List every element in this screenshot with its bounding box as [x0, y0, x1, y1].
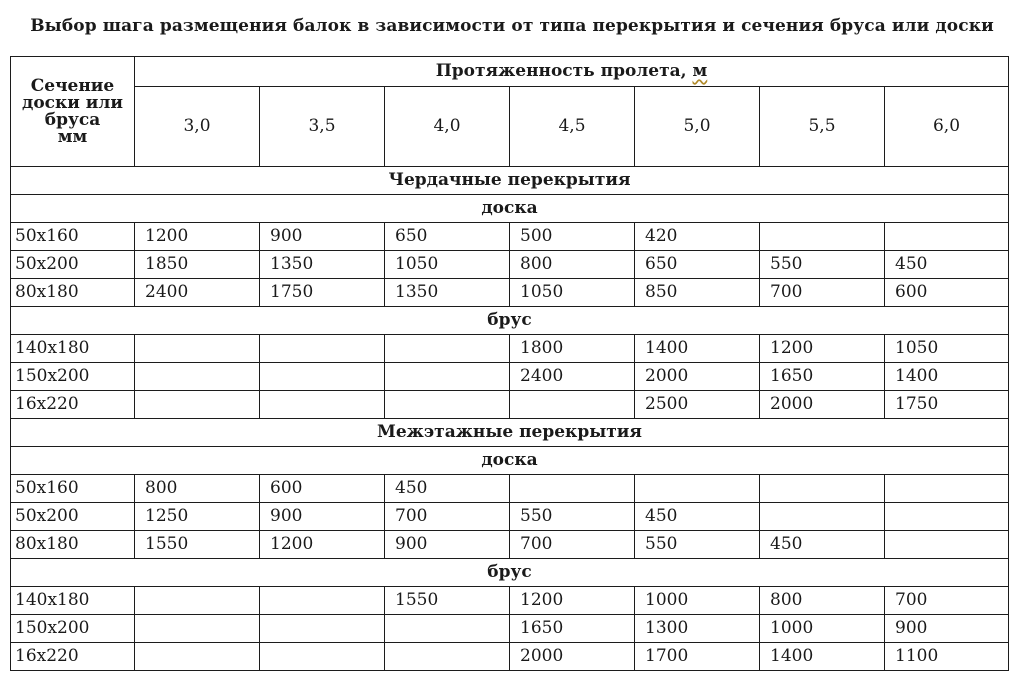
spacing-value-cell	[510, 391, 635, 419]
spacing-value-cell: 1200	[260, 531, 385, 559]
span-unit: м	[692, 61, 708, 81]
spacing-value-cell	[635, 475, 760, 503]
spacing-value-cell	[135, 391, 260, 419]
spacing-value-cell	[385, 615, 510, 643]
spacing-value-cell	[260, 643, 385, 671]
section-size-cell: 50х160	[11, 223, 135, 251]
table-row	[11, 335, 1009, 363]
section-size-cell: 50х160	[11, 475, 135, 503]
spacing-value-cell: 800	[510, 251, 635, 279]
spacing-value-cell: 850	[635, 279, 760, 307]
group-row	[11, 195, 1009, 223]
spacing-value-cell: 900	[885, 615, 1009, 643]
header-line: доски или	[21, 92, 124, 113]
table-row	[11, 615, 1009, 643]
section-title: Чердачные перекрытия	[11, 167, 1009, 195]
spacing-value-cell: 1350	[260, 251, 385, 279]
spacing-value-cell: 1100	[885, 643, 1009, 671]
spacing-value-cell: 900	[385, 531, 510, 559]
spacing-value-cell: 1350	[385, 279, 510, 307]
table-row	[11, 391, 1009, 419]
spacing-value-cell: 600	[885, 279, 1009, 307]
spacing-value-cell: 450	[385, 475, 510, 503]
table-row	[11, 531, 1009, 559]
spacing-value-cell	[260, 615, 385, 643]
section-size-cell: 140х180	[11, 587, 135, 615]
section-size-cell: 16х220	[11, 643, 135, 671]
group-row	[11, 559, 1009, 587]
spacing-value-cell	[385, 643, 510, 671]
span-values-row	[11, 87, 1009, 167]
spacing-value-cell: 1000	[635, 587, 760, 615]
spacing-value-cell: 1300	[635, 615, 760, 643]
spacing-value-cell: 700	[385, 503, 510, 531]
spacing-value-cell	[885, 475, 1009, 503]
spacing-value-cell: 900	[260, 223, 385, 251]
spacing-value-cell: 1750	[260, 279, 385, 307]
spacing-value-cell: 700	[885, 587, 1009, 615]
spacing-value-cell: 1800	[510, 335, 635, 363]
table-row	[11, 223, 1009, 251]
spacing-value-cell: 2400	[510, 363, 635, 391]
spacing-value-cell: 550	[760, 251, 885, 279]
spacing-value-cell: 800	[760, 587, 885, 615]
section-size-cell: 50х200	[11, 251, 135, 279]
section-size-cell: 50х200	[11, 503, 135, 531]
table-row	[11, 587, 1009, 615]
group-title: доска	[11, 447, 1009, 475]
spacing-value-cell: 500	[510, 223, 635, 251]
span-column-header: 3,5	[260, 87, 385, 167]
section-size-cell: 150х200	[11, 363, 135, 391]
spacing-value-cell: 1700	[635, 643, 760, 671]
document-title: Выбор шага размещения балок в зависимости от типа перекрытия и сечения бруса или доски	[30, 16, 994, 36]
header-line: бруса	[44, 109, 101, 130]
span-column-header: 4,5	[510, 87, 635, 167]
section-size-cell: 80х180	[11, 531, 135, 559]
spacing-value-cell: 1000	[760, 615, 885, 643]
spacing-value-cell	[135, 363, 260, 391]
spacing-value-cell	[885, 223, 1009, 251]
spacing-value-cell: 650	[635, 251, 760, 279]
span-label: Протяженность пролета,	[435, 61, 693, 81]
span-column-header: 3,0	[135, 87, 260, 167]
spacing-value-cell: 2000	[510, 643, 635, 671]
spacing-value-cell: 1200	[135, 223, 260, 251]
group-row	[11, 307, 1009, 335]
table-row	[11, 279, 1009, 307]
group-row	[11, 447, 1009, 475]
table-row	[11, 475, 1009, 503]
table-row	[11, 251, 1009, 279]
spacing-value-cell	[260, 391, 385, 419]
section-row	[11, 419, 1009, 447]
spacing-value-cell	[135, 615, 260, 643]
header-line: Сечение	[30, 75, 115, 96]
spacing-value-cell	[885, 503, 1009, 531]
spacing-value-cell: 1650	[510, 615, 635, 643]
beam-spacing-table	[10, 56, 1009, 671]
spacing-value-cell: 700	[760, 279, 885, 307]
section-row	[11, 167, 1009, 195]
header-row	[11, 57, 1009, 87]
spacing-value-cell: 1400	[760, 643, 885, 671]
section-size-cell: 140х180	[11, 335, 135, 363]
section-size-cell: 150х200	[11, 615, 135, 643]
spacing-value-cell: 2400	[135, 279, 260, 307]
spacing-value-cell: 1400	[885, 363, 1009, 391]
span-length-header	[135, 57, 1009, 87]
group-title: доска	[11, 195, 1009, 223]
spacing-value-cell	[510, 475, 635, 503]
span-column-header: 5,0	[635, 87, 760, 167]
span-column-header: 5,5	[760, 87, 885, 167]
spacing-value-cell	[885, 531, 1009, 559]
spacing-value-cell: 1550	[385, 587, 510, 615]
spacing-value-cell: 1550	[135, 531, 260, 559]
spacing-value-cell: 1650	[760, 363, 885, 391]
table-row	[11, 503, 1009, 531]
spacing-value-cell: 1050	[885, 335, 1009, 363]
spacing-value-cell: 1750	[885, 391, 1009, 419]
spacing-value-cell	[260, 587, 385, 615]
spacing-value-cell: 600	[260, 475, 385, 503]
spacing-value-cell: 1050	[510, 279, 635, 307]
spacing-value-cell: 1850	[135, 251, 260, 279]
spacing-value-cell: 420	[635, 223, 760, 251]
spacing-value-cell: 450	[635, 503, 760, 531]
spacing-value-cell	[135, 643, 260, 671]
span-column-header: 4,0	[385, 87, 510, 167]
spacing-value-cell: 2000	[760, 391, 885, 419]
spacing-value-cell: 700	[510, 531, 635, 559]
spacing-value-cell	[260, 363, 385, 391]
spacing-value-cell	[260, 335, 385, 363]
spacing-value-cell: 1200	[760, 335, 885, 363]
spacing-value-cell	[760, 503, 885, 531]
section-size-cell: 16х220	[11, 391, 135, 419]
spacing-value-cell: 650	[385, 223, 510, 251]
group-title: брус	[11, 307, 1009, 335]
spacing-value-cell: 1400	[635, 335, 760, 363]
spacing-value-cell	[760, 223, 885, 251]
spacing-value-cell	[135, 587, 260, 615]
spacing-value-cell: 450	[885, 251, 1009, 279]
span-column-header: 6,0	[885, 87, 1009, 167]
section-size-cell: 80х180	[11, 279, 135, 307]
spacing-value-cell	[385, 391, 510, 419]
spacing-value-cell: 550	[510, 503, 635, 531]
header-line: мм	[57, 126, 88, 147]
spacing-value-cell	[135, 335, 260, 363]
spacing-value-cell: 900	[260, 503, 385, 531]
spacing-value-cell	[760, 475, 885, 503]
spacing-value-cell: 1200	[510, 587, 635, 615]
spacing-value-cell	[385, 335, 510, 363]
spacing-value-cell: 2500	[635, 391, 760, 419]
group-title: брус	[11, 559, 1009, 587]
spacing-value-cell: 800	[135, 475, 260, 503]
spacing-value-cell: 550	[635, 531, 760, 559]
section-column-header	[11, 57, 135, 167]
spacing-value-cell: 1050	[385, 251, 510, 279]
table-row	[11, 363, 1009, 391]
section-title: Межэтажные перекрытия	[11, 419, 1009, 447]
spacing-value-cell: 2000	[635, 363, 760, 391]
spacing-value-cell: 1250	[135, 503, 260, 531]
spacing-value-cell: 450	[760, 531, 885, 559]
table-row	[11, 643, 1009, 671]
spacing-value-cell	[385, 363, 510, 391]
